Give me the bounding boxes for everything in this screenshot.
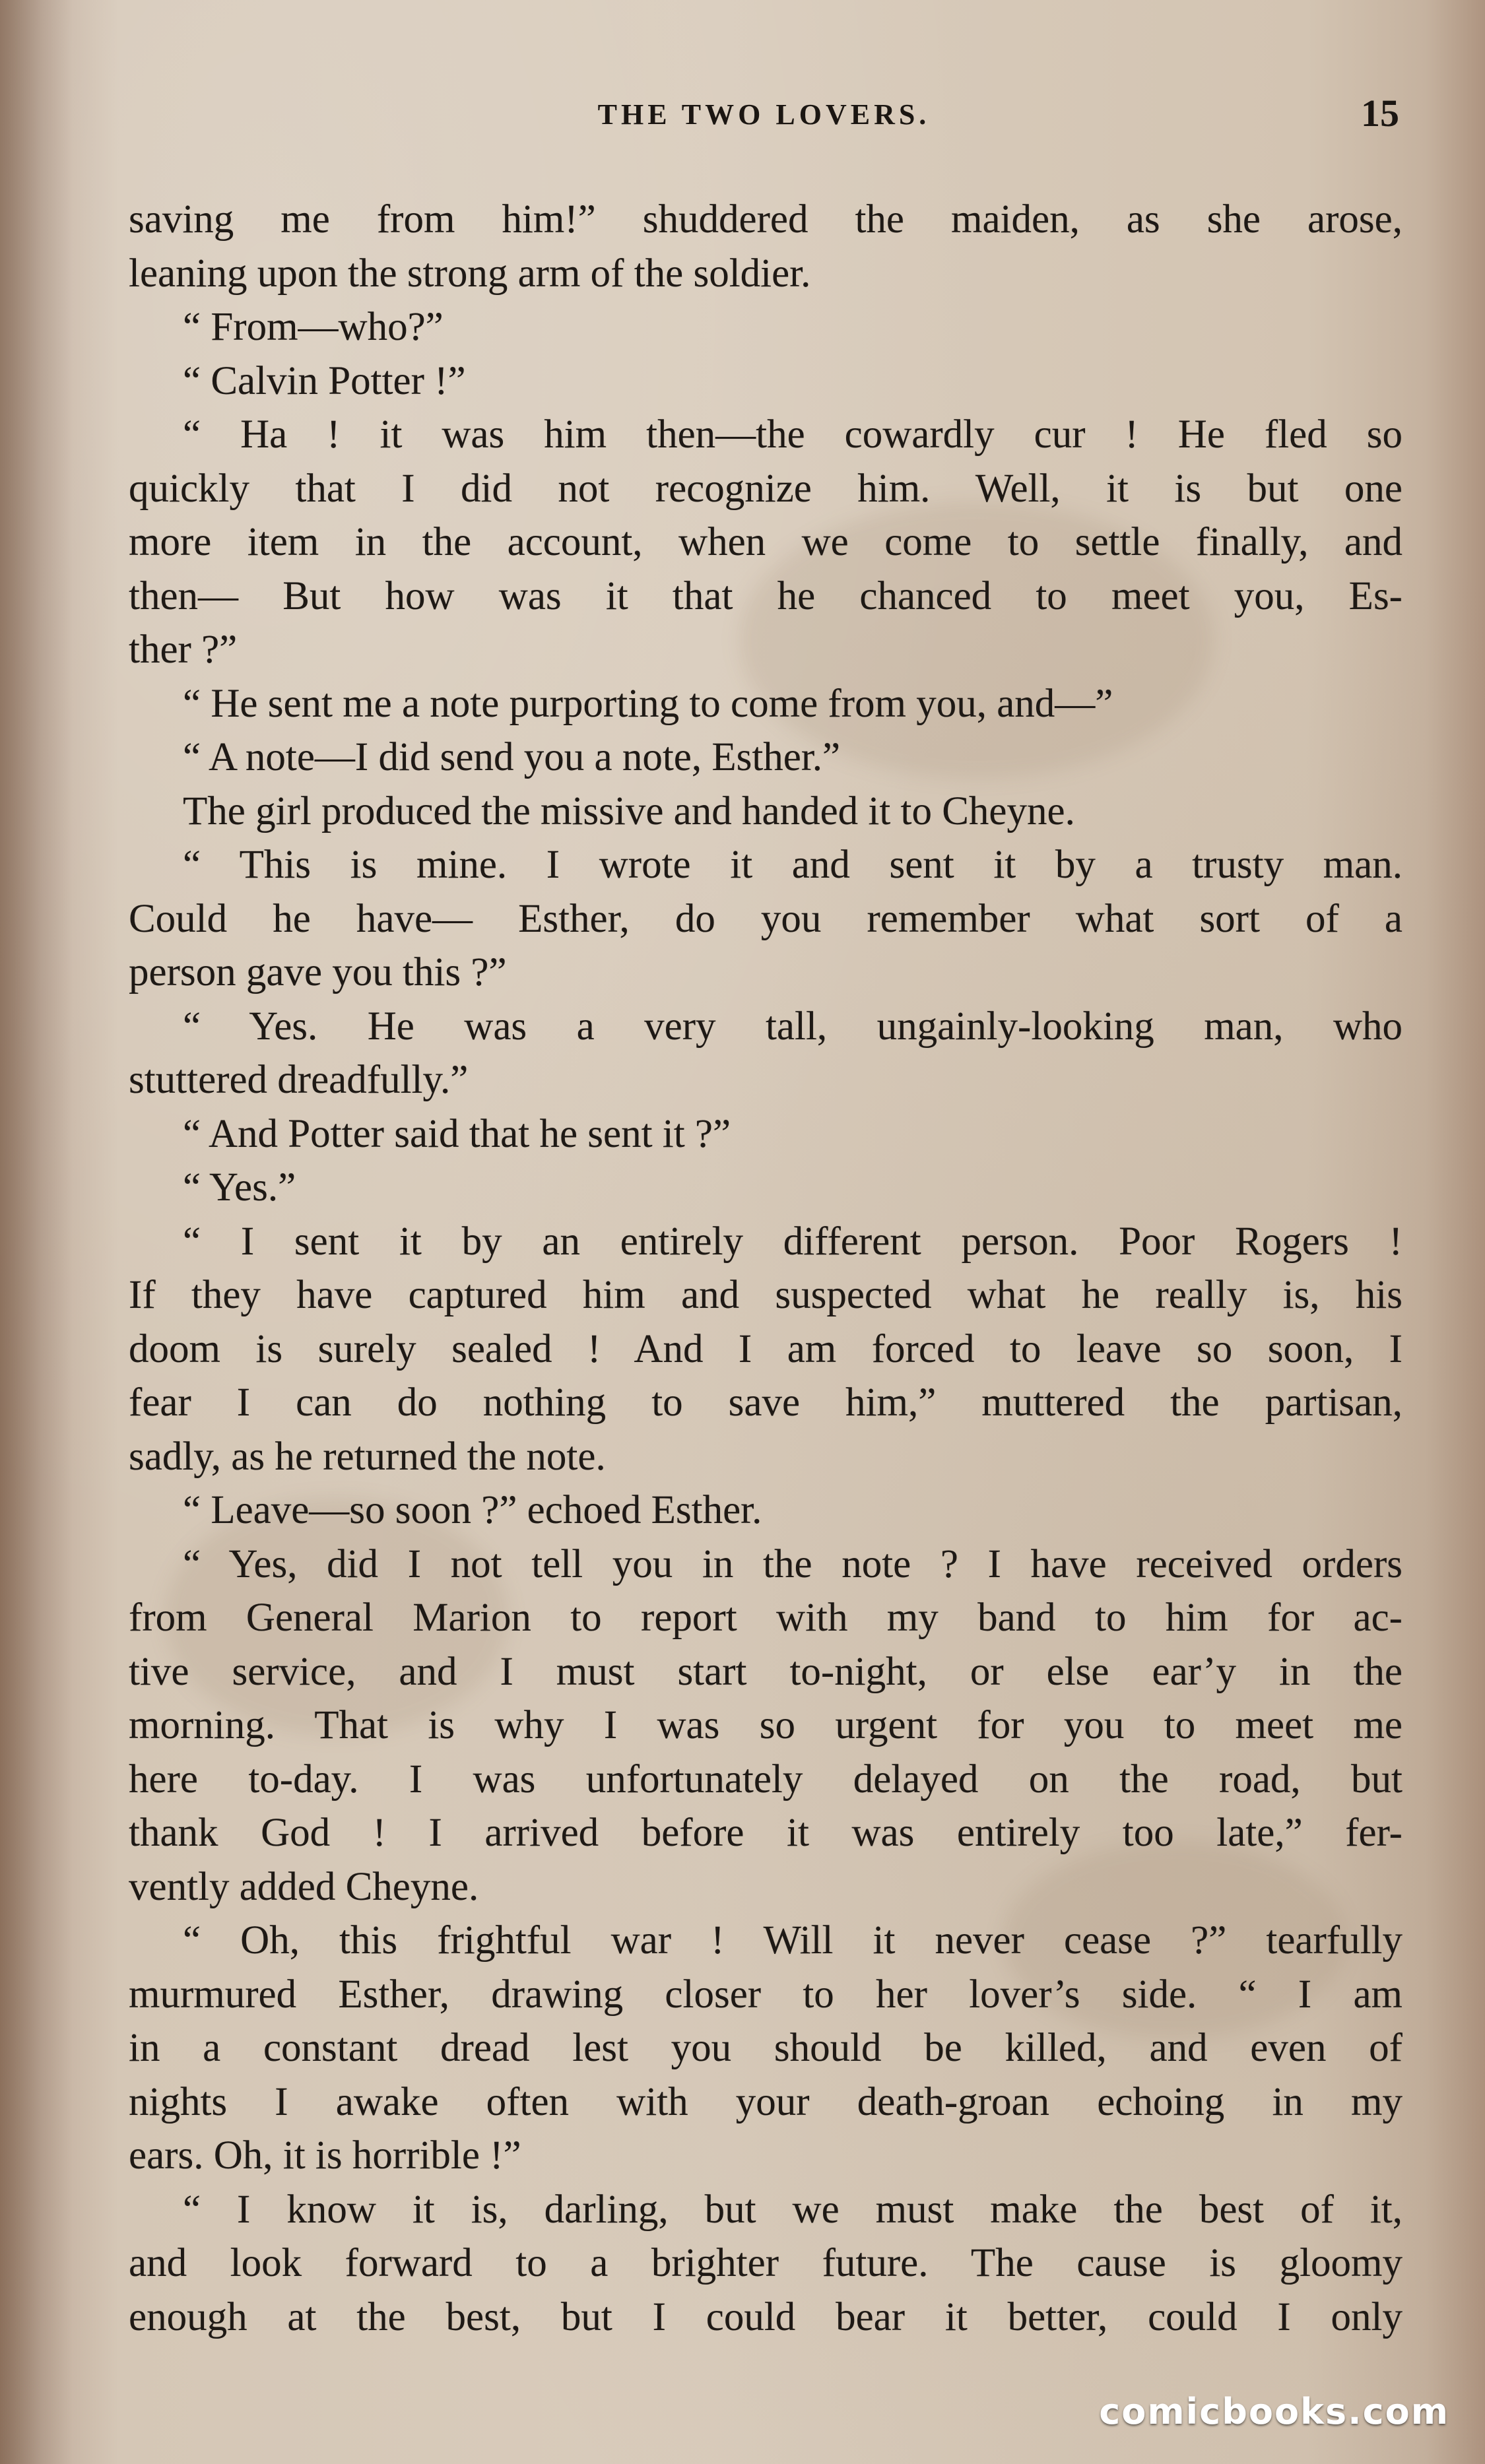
text-line: “ A note—I did send you a note, Esther.”: [183, 735, 841, 779]
text-line: “ And Potter said that he sent it ?”: [183, 1111, 731, 1156]
text-line: ther ?”: [129, 628, 238, 672]
text-line: “ Ha ! it was him then—the cowardly cur ! He fled so: [183, 412, 1402, 457]
text-line: vently added Cheyne.: [129, 1864, 479, 1909]
text-line: “ I sent it by an entirely different person. Poor Rogers !: [183, 1219, 1402, 1264]
text-line: “ Yes. He was a very tall, ungainly-looking man, who: [183, 1004, 1402, 1049]
text-line: person gave you this ?”: [129, 950, 507, 994]
text-line: here to-day. I was unfortunately delayed on the road, but: [129, 1757, 1402, 1801]
text-line: in a constant dread lest you should be killed, and even of: [129, 2026, 1402, 2070]
text-line: The girl produced the missive and handed it to Cheyne.: [183, 789, 1075, 833]
text-line: “ He sent me a note purporting to come from you, and—”: [183, 681, 1113, 726]
text-line: “ Oh, this frightful war ! Will it never cease ?” tearfully: [183, 1918, 1402, 1962]
running-title: THE TWO LOVERS.: [597, 98, 931, 131]
body-text: [129, 193, 1402, 2344]
text-line: nights I awake often with your death-groan echoing in my: [129, 2079, 1402, 2124]
text-line: ears. Oh, it is horrible !”: [129, 2133, 521, 2178]
text-line: sadly, as he returned the note.: [129, 1434, 606, 1479]
text-line: Could he have— Esther, do you remember what sort of a: [129, 896, 1402, 941]
text-line: thank God ! I arrived before it was entirely too late,” fer-: [129, 1811, 1402, 1855]
text-line: morning. That is why I was so urgent for you to meet me: [129, 1703, 1402, 1747]
text-line: “ This is mine. I wrote it and sent it by a trusty man.: [183, 843, 1402, 887]
text-line: “ From—who?”: [183, 305, 444, 349]
running-header: [129, 86, 1399, 139]
text-line: and look forward to a brighter future. The cause is gloomy: [129, 2241, 1402, 2285]
text-line: enough at the best, but I could bear it better, could I only: [129, 2294, 1402, 2339]
watermark-logo: comicbooks.com: [1099, 2391, 1449, 2432]
text-line: stuttered dreadfully.”: [129, 1058, 469, 1102]
text-line: fear I can do nothing to save him,” muttered the partisan,: [129, 1380, 1402, 1425]
page-number: 15: [1361, 92, 1399, 135]
text-line: more item in the account, when we come to settle finally, and: [129, 520, 1402, 564]
text-line: “ Yes.”: [183, 1165, 296, 1210]
text-line: “ Calvin Potter !”: [183, 358, 466, 403]
text-line: from General Marion to report with my band to him for ac-: [129, 1596, 1402, 1640]
text-line: “ I know it is, darling, but we must make the best of it,: [183, 2187, 1402, 2232]
text-line: murmured Esther, drawing closer to her lover’s side. “ I am: [129, 1972, 1402, 2017]
text-line: then— But how was it that he chanced to meet you, Es-: [129, 573, 1402, 618]
text-line: doom is surely sealed ! And I am forced to leave so soon, I: [129, 1326, 1402, 1371]
text-line: leaning upon the strong arm of the soldier.: [129, 251, 811, 296]
text-line: tive service, and I must start to-night, or else ear’y in the: [129, 1649, 1402, 1694]
text-line: quickly that I did not recognize him. Well, it is but one: [129, 466, 1402, 511]
text-line: If they have captured him and suspected what he really is, his: [129, 1273, 1402, 1317]
text-line: “ Yes, did I not tell you in the note ? I have received orders: [183, 1541, 1402, 1586]
text-line: “ Leave—so soon ?” echoed Esther.: [183, 1488, 762, 1532]
text-line: saving me from him!” shuddered the maiden, as she arose,: [129, 197, 1402, 242]
spine-shadow: [0, 0, 73, 2464]
